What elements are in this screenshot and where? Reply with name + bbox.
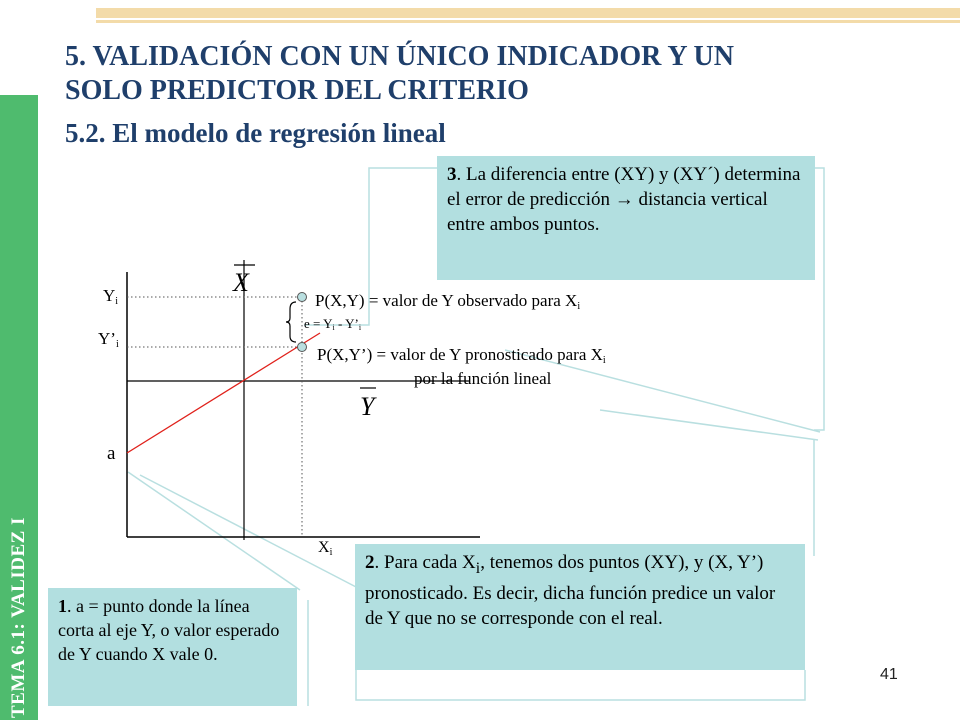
- page-subtitle: 5.2. El modelo de regresión lineal: [65, 118, 446, 148]
- note-2: [355, 544, 805, 670]
- label-predicted-point: P(X,Y’) = valor de Y pronosticado para Xi: [317, 345, 606, 366]
- note-2-number: 2: [365, 552, 375, 573]
- error-brace: [286, 302, 296, 342]
- connector-note3-diag2: [600, 410, 818, 440]
- connector-note2-bottom: [356, 670, 805, 700]
- note-1-number: 1: [58, 596, 67, 616]
- note-1: [48, 588, 297, 706]
- note-2-text: . Para cada X: [374, 552, 476, 573]
- connector-note2: [140, 475, 358, 588]
- label-error: e = Yi - Y’i: [304, 316, 362, 332]
- note-1-text: . a = punto donde la línea corta al eje Y, o valor esperado de Y cuando X vale 0.: [58, 596, 280, 664]
- note-3: [437, 156, 815, 280]
- label-predicted-line2: por la función lineal: [414, 369, 552, 388]
- title-line-2: SOLO PREDICTOR DEL CRITERIO: [65, 75, 529, 106]
- label-ybar: Y: [360, 392, 375, 421]
- label-xi: Xi: [318, 539, 333, 558]
- label-a: a: [107, 443, 116, 464]
- predicted-point: [298, 343, 307, 352]
- regression-line: [127, 333, 320, 453]
- label-observed-point: P(X,Y) = valor de Y observado para Xi: [315, 291, 581, 312]
- connector-note1: [128, 472, 300, 590]
- note-2-text-cont: , tenemos dos puntos (XY), y (X, Y’) pronosticado. Es decir, dicha función predice un valor de Y que no se corresponde con el real.: [365, 552, 776, 629]
- title-line-1: 5. VALIDACIÓN CON UN ÚNICO INDICADOR Y UN: [65, 41, 734, 72]
- label-xbar: X: [233, 268, 249, 297]
- page-number: 41: [880, 666, 898, 683]
- connector-note3-right: [814, 168, 824, 430]
- label-ypi: Y’i: [98, 329, 119, 350]
- sidebar-label: TEMA 6.1: VALIDEZ I: [8, 517, 29, 718]
- label-yi: Yi: [103, 286, 119, 307]
- note-2-subscript: i: [475, 559, 481, 577]
- note-3-text: . La diferencia entre (XY) y (XY´) determina el error de predicción → distancia vertical entre ambos puntos.: [447, 164, 801, 235]
- observed-point: [298, 293, 307, 302]
- note-3-number: 3: [447, 164, 457, 185]
